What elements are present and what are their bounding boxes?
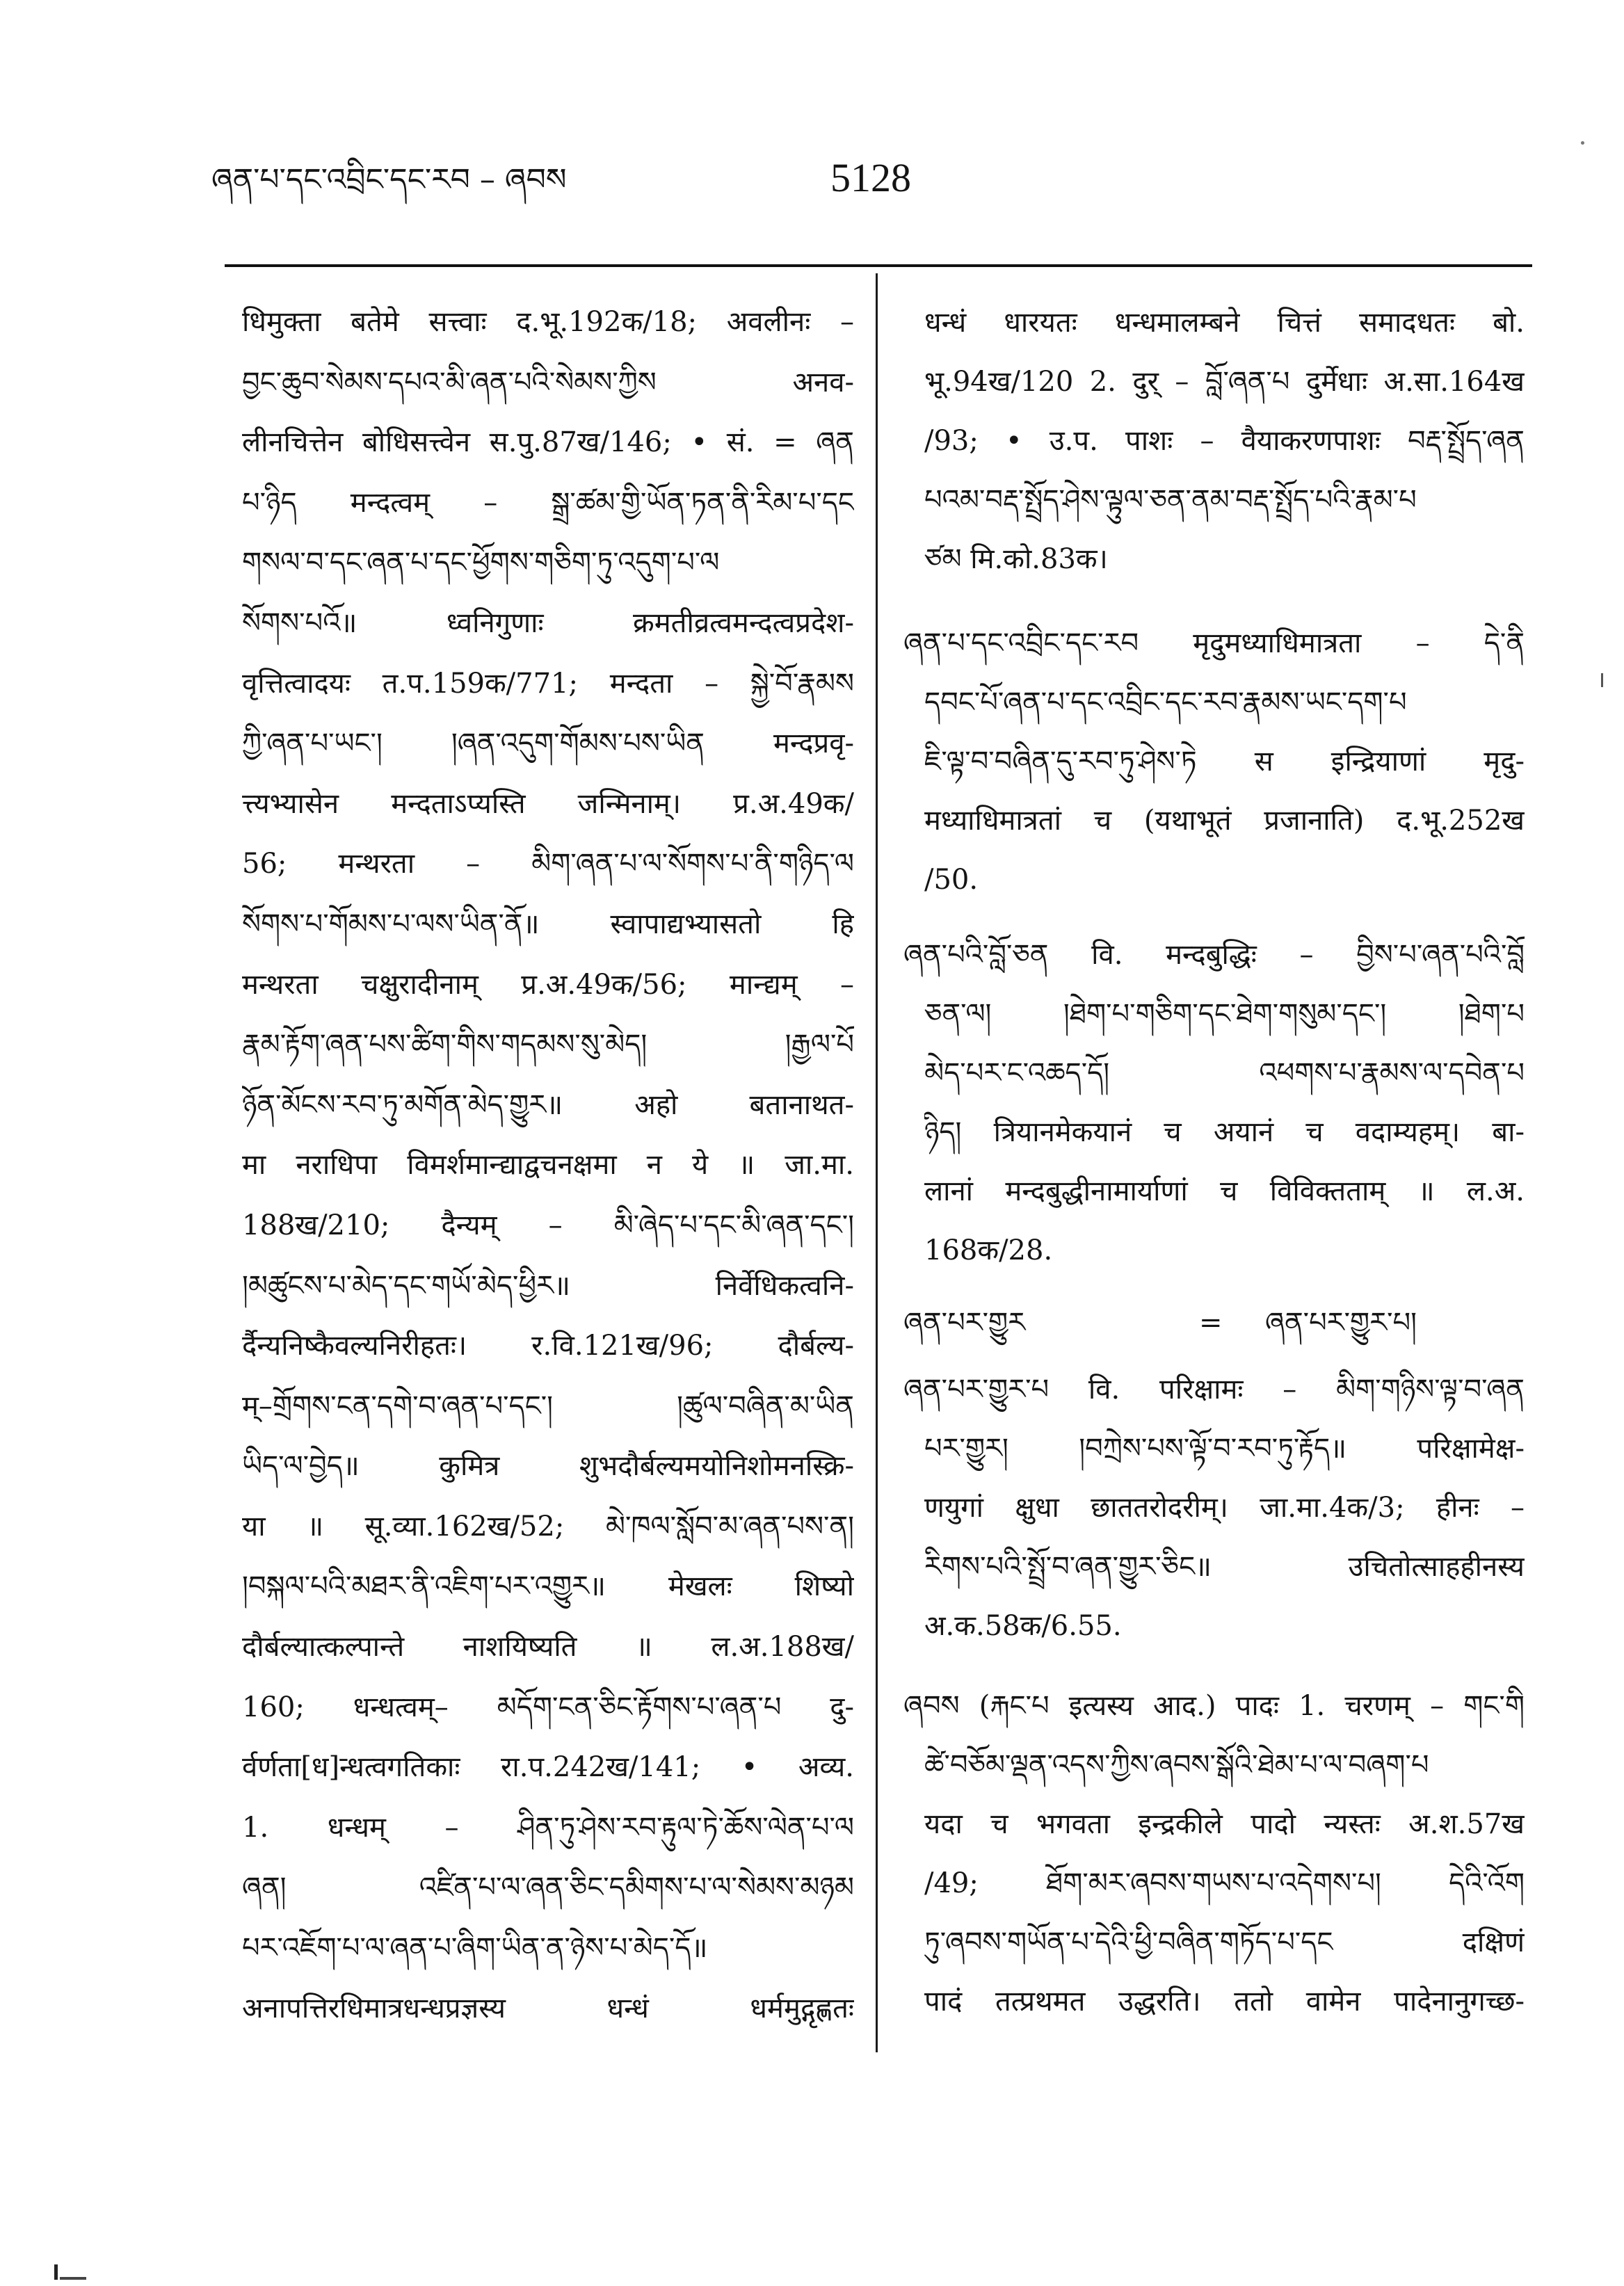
text-line: त्त्यभ्यासेन मन्दताऽप्यस्ति जन्मिनाम्। प्र.अ.49क/ [242,787,854,820]
text-line: ཅན་ལ། །ཐེག་པ་གཅིག་དང་ཐེག་གསུམ་དང་། །ཐེག་པ [924,998,1525,1030]
dictionary-entry [903,614,1525,910]
text-line: པར་གྱུར། །བཀྲེས་པས་ལྟོ་བ་རབ་ཏུ་རྟོད॥ परिक्षामेक्ष- [924,1433,1525,1465]
text-line: མེད་པར་ང་འཆད་དོ། འཕགས་པ་རྣམས་ལ་དབེན་པ [924,1057,1525,1089]
text-line: ཀྱི་ཞན་པ་ཡང་། །ཞན་འདུག་གོམས་པས་ཡིན मन्दप्रवृ- [242,727,854,760]
text-line: བྱང་ཆུབ་སེམས་དཔའ་མི་ཞན་པའི་སེམས་ཀྱིས अनव- [242,366,854,399]
text-line: /50. [924,864,979,896]
text-line: 168क/28. [924,1234,1053,1266]
dictionary-entry [903,926,1525,1280]
cross-reference-target: ཞན་པར་གྱུར་པ། [1265,1307,1417,1339]
text-line: ཇི་ལྟ་བ་བཞིན་དུ་རབ་ཏུ་ཤེས་ཏེ स इन्द्रियाणां मृदु- [924,746,1525,778]
text-line: ཉོན་མོངས་རབ་ཏུ་མགོན་མེད་གྱུར॥ अहो बतानाथत- [242,1088,854,1121]
scan-speck [1601,673,1603,687]
text-line: པར་འཇོག་པ་ལ་ཞན་པ་ཞིག་ཡིན་ན་ཉེས་པ་མེད་དོ॥ [242,1932,708,1965]
scan-speck [60,2277,86,2280]
dictionary-entry [903,1677,1525,2031]
text-line: भू.94ख/120 2. दुर् – བློ་ཞན་པ दुर्मेधाः अ.सा.164ख [924,366,1525,398]
text-line: मध्याधिमात्रतां च (यथाभूतं प्रजानाति) द.भू.252ख [924,805,1525,837]
text-line: རིགས་པའི་སྤྲོ་བ་ཞན་གྱུར་ཅིང॥ उचितोत्साहहीनस्य [924,1551,1525,1583]
entry-headword-line: ཞན་པ་དང་འབྲིང་དང་རབ मृदुमध्याधिमात्रता – དེ་ནི [903,627,1525,659]
text-line: /49; ཐོག་མར་ཞབས་གཡས་པ་འདེགས་པ། དེའི་འོག [924,1867,1525,1899]
text-line: ཏུ་ཞབས་གཡོན་པ་དེའི་ཕྱི་བཞིན་གཏོད་པ་དང दक्षिणं [924,1926,1525,1958]
text-line: ཡིད་ལ་བྱེད॥ कुमित्र शुभदौर्बल्यमयोनिशोमनस्क्रि- [242,1450,854,1483]
text-line: 56; मन्थरता – མིག་ཞན་པ་ལ་སོགས་པ་ནི་གཉིད་ལ [242,848,854,880]
text-line: སོགས་པའོ॥ ध्वनिगुणाः क्रमतीव्रत्वमन्दत्वप्रदेश- [242,606,854,639]
text-line: 1. धन्धम् – ཤིན་ཏུ་ཤེས་རབ་རྟུལ་ཏེ་ཆོས་ལེན་པ་ལ [242,1811,854,1844]
dictionary-entry-continued [903,293,1525,589]
text-line: །བསྐལ་པའི་མཐར་ནི་འཇིག་པར་འགྱུར॥ मेखलः शिष्यो [242,1570,854,1603]
entry-headword-line: ཞན་པར་གྱུར་པ वि. परिक्षामः – མིག་གཉིས་ལྟ་བ་ཞན [903,1374,1525,1406]
text-line: །མཚུངས་པ་མེད་དང་གཡོ་མེད་ཕྱིར॥ निर्वेधिकत्वनि- [242,1269,854,1302]
text-line: རྣམ་རྟོག་ཞན་པས་ཚིག་གིས་གདམས་སུ་མེད། །རྒྱལ་པོ [242,1029,854,1061]
text-line: པའམ་བརྡ་སྤྲོད་ཤེས་ལྟུལ་ཅན་ནམ་བརྡ་སྤྲོད་པའི་རྣམ་པ [924,484,1417,516]
text-line: 188ख/210; दैन्यम् – མི་ཞེད་པ་དང་མི་ཞན་དང་། [242,1209,854,1241]
text-line: म्–གྲོགས་ངན་དགེ་བ་ཞན་པ་དང་། །ཚུལ་བཞིན་མ་ཡིན [242,1390,854,1422]
scan-speck [54,2264,58,2280]
text-line: ཉིད། त्रियानमेकयानं च अयानं च वदाम्यहम्। बा- [924,1116,1525,1148]
text-line: यदा च भगवता इन्द्रकीले पादो न्यस्तः अ.श.57ख [924,1808,1525,1840]
text-line: /93; • उ.प. पाशः – वैयाकरणपाशः བརྡ་སྤྲོད་ཞན [924,425,1525,457]
text-line: धन्धं धारयतः धन्धमालम्बने चित्तं समादधतः बो. [924,307,1525,339]
text-line: लीनचित्तेन बोधिसत्त्वेन स.पु.87ख/146; • सं. = ཞན [242,426,854,459]
right-column [903,293,1525,2031]
column-divider [876,273,878,2052]
text-line: अनापत्तिरधिमात्रधन्धप्रज्ञस्य धन्धं धर्ममुद्गृह्णतः [242,1992,854,2025]
text-line: पादं तत्प्रथमत उद्धरति। ततो वामेन पादेनानुगच्छ- [924,1986,1525,2018]
text-line: པ་ཉིད मन्दत्वम् – སྒྲ་ཚམ་གྱི་ཡོན་ཏན་ནི་རིམ་པ་དང [242,486,854,519]
text-line: दौर्बल्यात्कल्पान्ते नाशयिष्यति ॥ ल.अ.188ख/ [242,1631,854,1664]
text-line: धिमुक्ता बतेमे सत्त्वाः द.भू.192क/18; अवलीनः – [242,306,854,338]
left-column [242,292,854,2038]
text-line: ཙམ मि.को.83क। [924,543,1108,575]
text-line: 160; धन्धत्वम्– མདོག་ངན་ཅིང་རྟོགས་པ་ཞན་པ दु- [242,1691,854,1723]
text-line: གསལ་བ་དང་ཞན་པ་དང་ཕྱོགས་གཅིག་ཏུ་འདུག་པ་ལ [242,547,720,579]
text-line: मन्थरता चक्षुरादीनाम् प्र.अ.49क/56; मान्द्यम् – [242,968,854,1001]
cross-reference-headword: ཞན་པར་གྱུར [903,1307,1026,1339]
text-line: लानां मन्दबुद्धीनामार्याणां च विविक्तताम् ॥ ल.अ. [924,1175,1525,1207]
equals-sign: = [1199,1307,1223,1339]
page-number: 5128 [830,155,911,200]
text-line: र्वर्णता[ध]न्धत्वगतिकाः रा.प.242ख/141; • अव्य. [242,1751,854,1784]
text-line: अ.क.58क/6.55. [924,1610,1122,1642]
text-line: དབང་པོ་ཞན་པ་དང་འབྲིང་དང་རབ་རྣམས་ཡང་དག་པ [924,686,1407,718]
text-line: र्दैन्यनिष्कैवल्यनिरीहतः। र.वि.121ख/96; दौर्बल्य- [242,1330,854,1362]
text-line: णयुगां क्षुधा छाततरोदरीम्। जा.मा.4क/3; हीनः – [924,1492,1525,1524]
scan-speck [1581,141,1584,145]
cross-reference-entry [903,1294,1525,1353]
text-line: मा नराधिपा विमर्शमान्द्याद्वचनक्षमा न ये ॥ जा.मा. [242,1149,854,1182]
text-line: या ॥ सू.व्या.162ख/52; མེ་ཁལ་སློབ་མ་ཞན་པས་ན། [242,1510,854,1543]
text-line: ཚེ་བཅོམ་ལྡན་འདས་ཀྱིས་ཞབས་སྒོའི་ཐེམ་པ་ལ་བཞག་པ [924,1749,1429,1781]
text-line: སོགས་པ་གོམས་པ་ལས་ཡིན་ནོ॥ स्वापाद्यभ्यासतो हि [242,908,854,940]
text-line: वृत्तित्वादयः त.प.159क/771; मन्दता – སྐྱེ་བོ་རྣམས [242,667,854,700]
dictionary-entry [903,1360,1525,1656]
entry-headword-line: ཞབས (རྐང་པ इत्यस्य आद.) पादः 1. चरणम् – གང་གི [903,1690,1525,1722]
running-head: ཞན་པ་དང་འབྲིང་དང་རབ – ཞབས [211,162,567,198]
entry-headword-line: ཞན་པའི་བློ་ཅན वि. मन्दबुद्धिः – བྱིས་པ་ཞན་པའི་བློ [903,939,1525,971]
text-line: ཞན། འཛིན་པ་ལ་ཞན་ཅིང་དམིགས་པ་ལ་སེམས་མཉམ [242,1872,854,1904]
header-rule [225,264,1532,267]
